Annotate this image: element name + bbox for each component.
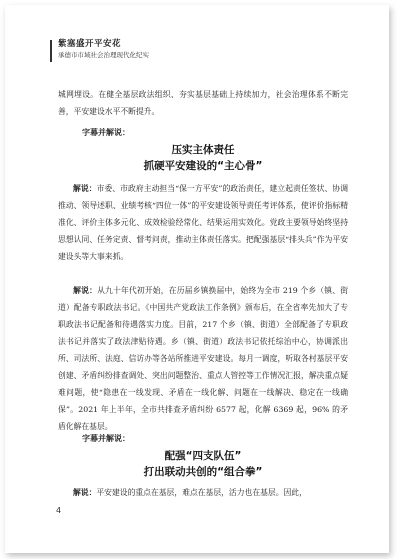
caption-label-2: 字幕并解说： xyxy=(82,434,130,443)
paragraph-2-text: 从九十年代初开始，在历届乡镇换届中，始终为全市 219 个乡（镇、街道）配备专职政法书记。《中国共产党政法工作条例》颁布后，在全省率先加大了专职政法书记配备和待遇落实力度。目前，217 个乡（镇、街道）全部配备了专职政法书记并落实了政法津贴待遇。乡（镇、街道）政法书记依托综治中心，协调派出所、司法所、法庭、信访办等各站所推进平安建设。每月一调度，听取各村基层平安创建、矛盾纠纷排查调处、突出问题整治、重点人管控等工作情况汇报，解决重点疑难问题，使“隐患在一线发现、矛盾在一线化解、问题在一线解决、稳定在一线确保”。2021 年上半年，全市共排查矛盾纠纷 6577 起，化解 6369 起，96% 的矛盾化解在基层。 xyxy=(58,286,348,431)
book-title: 紫塞盛开平安花 xyxy=(58,39,122,49)
paragraph-3 xyxy=(58,484,348,501)
book-subtitle: 承德市市域社会治理现代化纪实 xyxy=(58,51,149,59)
section-heading-1 xyxy=(58,142,348,174)
section-heading-1-line2: 抓硬平安建设的“主心骨” xyxy=(143,160,263,172)
header-divider xyxy=(50,40,52,62)
running-header xyxy=(58,38,149,60)
section-heading-2-line2: 打出联动共创的“组合拳” xyxy=(143,466,263,478)
section-heading-2-line1: 配强“四支队伍” xyxy=(164,450,242,462)
paragraph-1-text: 市委、市政府主动担当“保一方平安”的政治责任，建立起责任签状、协调推动、领导述职、业绩考核“四位一体”的平安建设领导责任考评体系，使评价指标精准化、评价主体多元化、成效检验经常化、结果运用实效化。党政主要领导始终坚持思想认同、任务定责、督考问责，推动主体责任落实。把配强基层“排头兵”作为平安建设头等大事来抓。 xyxy=(58,184,349,261)
paragraph-1-lead: 解说： xyxy=(73,184,97,193)
paragraph-2-lead: 解说： xyxy=(73,286,98,295)
paragraph-3-text: 平安建设的重点在基层，难点在基层，活力也在基层。因此， xyxy=(96,488,307,497)
section-heading-1-line1: 压实主体责任 xyxy=(171,144,235,156)
intro-paragraph xyxy=(58,86,348,120)
caption-label-1: 字幕并解说： xyxy=(82,128,130,137)
paragraph-2 xyxy=(58,282,348,435)
intro-text: 城网埋设。在健全基层政法组织、夯实基层基础上持续加力，社会治理体系不断完善，平安建设水平不断提升。 xyxy=(58,90,348,116)
paragraph-1 xyxy=(58,180,348,265)
page-number: 4 xyxy=(56,506,62,515)
paragraph-3-lead: 解说： xyxy=(73,488,97,497)
section-heading-2 xyxy=(58,448,348,480)
